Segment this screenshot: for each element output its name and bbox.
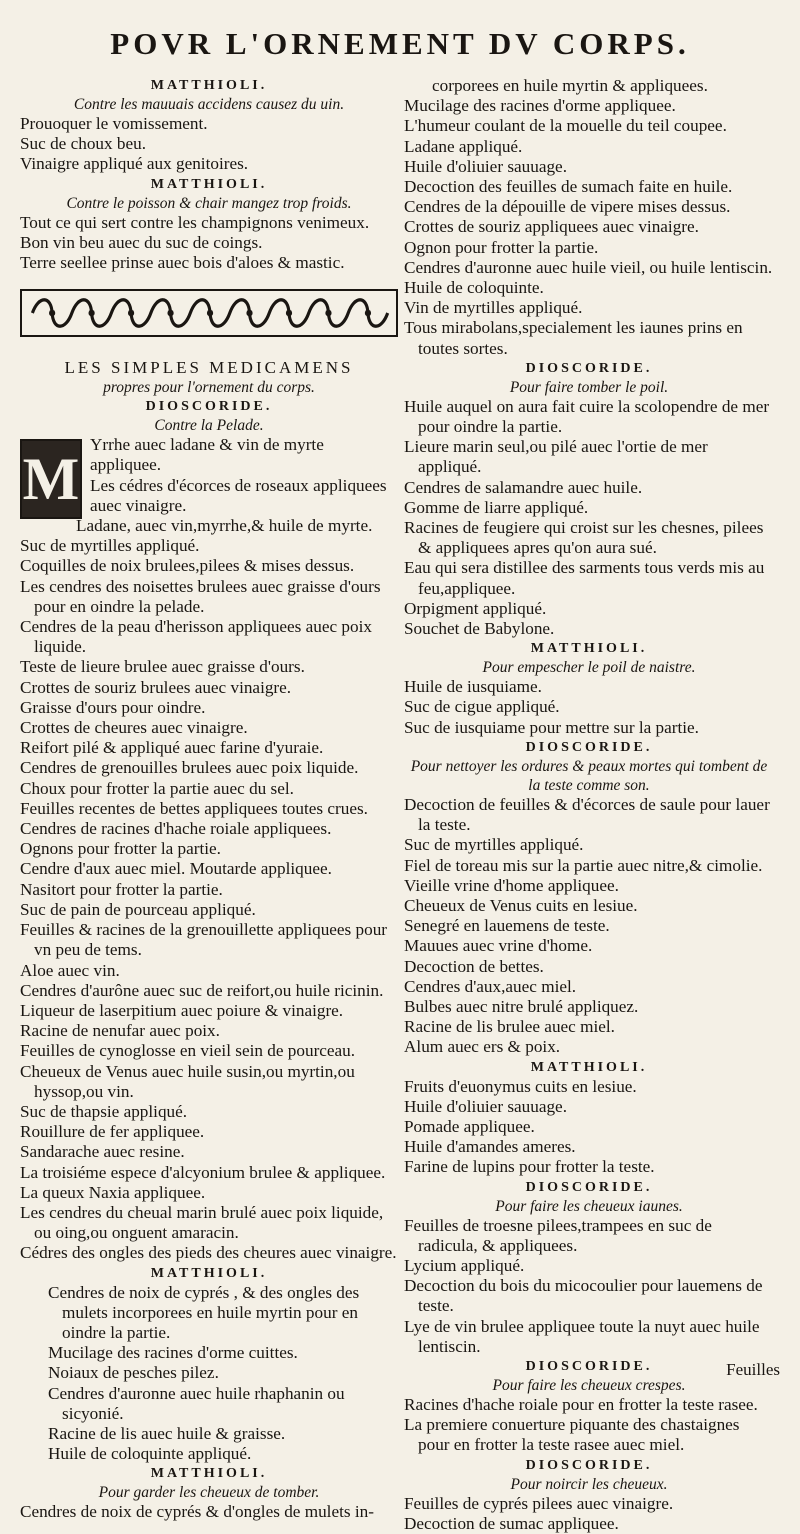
- recipe-entry: Huile d'amandes ameres.: [404, 1137, 576, 1157]
- recipe-entry: Les cendres des noisettes brulees auec graisse d'ours pour en oindre la pelade.: [20, 576, 381, 616]
- recipe-entry: Rouillure de fer appliquee.: [20, 1122, 205, 1142]
- recipe-entry: Huile de coloquinte appliqué.: [48, 1444, 252, 1464]
- recipe-entry: Les cédres d'écorces de roseaux appliquees auec vinaigre.: [90, 475, 387, 515]
- recipe-entry: Fiel de toreau mis sur la partie auec nitre,& cimolie.: [404, 855, 763, 875]
- recipe-entry: La queux Naxia appliquee.: [20, 1182, 206, 1202]
- recipe-entry: Ladane appliqué.: [404, 136, 523, 156]
- recipe-entry: Huile de iusquiame.: [404, 677, 542, 697]
- section-author: MATTHIOLI.: [150, 1265, 268, 1281]
- recipe-entry: Suc de choux beu.: [20, 134, 147, 154]
- recipe-entry: Nasitort pour frotter la partie.: [20, 879, 223, 899]
- recipe-entry: Prouoquer le vomissement.: [20, 114, 208, 133]
- recipe-entry: Suc de myrtilles appliqué.: [404, 835, 584, 855]
- recipe-entry: Teste de lieure brulee auec graisse d'ours.: [20, 657, 305, 677]
- recipe-entry: Reifort pilé & appliqué auec farine d'yuraie.: [20, 738, 324, 758]
- recipe-entry: Cendres de noix de cyprés , & des ongles des mulets incorporees en huile myrtin pour en oindre la partie.: [48, 1282, 360, 1342]
- recipe-entry: Crottes de cheures auec vinaigre.: [20, 718, 248, 738]
- recipe-entry: Suc de myrtilles appliqué.: [20, 536, 200, 556]
- recipe-entry: Liqueur de laserpitium auec poiure & vinaigre.: [20, 1000, 344, 1020]
- recipe-entry: Alum auec ers & poix.: [404, 1037, 561, 1057]
- section-author: DIOSCORIDE.: [525, 739, 653, 755]
- ornament-scroll-icon: [22, 291, 396, 335]
- recipe-entry: Lieure marin seul,ou pilé auec l'ortie de mer appliqué.: [404, 437, 708, 477]
- recipe-entry: Cendres d'aux,auec miel.: [404, 976, 577, 996]
- recipe-entry: Decoction du bois du micocoulier pour lauemens de teste.: [404, 1276, 763, 1316]
- recipe-entry: Crottes de souriz appliquees auec vinaigre.: [404, 217, 699, 237]
- recipe-entry: Racine de lis brulee auec miel.: [404, 1017, 615, 1037]
- section-author: MATTHIOLI.: [530, 641, 648, 657]
- drop-cap-letter: M: [20, 439, 82, 519]
- recipe-entry: Gomme de liarre appliqué.: [404, 497, 589, 517]
- section-author: DIOSCORIDE.: [525, 1358, 653, 1374]
- recipe-entry: Tous mirabolans,specialement les iaunes prins en toutes sortes.: [404, 318, 743, 358]
- recipe-entry: Feuilles de troesne pilees,trampees en suc de radicula, & appliquees.: [404, 1215, 712, 1255]
- left-column: [20, 76, 398, 1523]
- recipe-entry: Racine de lis auec huile & graisse.: [48, 1423, 286, 1443]
- section-author: MATTHIOLI.: [150, 176, 268, 192]
- recipe-entry: Ladane, auec vin,myrrhe,& huile de myrte.: [76, 516, 373, 536]
- section-author: DIOSCORIDE.: [145, 399, 273, 415]
- section-author: DIOSCORIDE.: [525, 1457, 653, 1473]
- recipe-entry: Vinaigre appliqué aux genitoires.: [20, 154, 249, 174]
- recipe-entry: Huile auquel on aura fait cuire la scolopendre de mer pour oindre la partie.: [404, 396, 770, 437]
- recipe-entry: Decoction des feuilles de sumach faite en huile.: [404, 177, 733, 197]
- recipe-entry: Terre seellee prinse auec bois d'aloes & mastic.: [20, 253, 345, 273]
- recipe-entry: Huile d'oliuier sauuage.: [404, 1096, 567, 1116]
- recipe-entry: Suc de cigue appliqué.: [404, 697, 560, 717]
- recipe-entry: Sandarache auec resine.: [20, 1142, 185, 1162]
- recipe-entry: corporees en huile myrtin & appliquees.: [432, 76, 708, 95]
- recipe-entry: L'humeur coulant de la mouelle du teil coupee.: [404, 116, 727, 136]
- recipe-entry: Bon vin beu auec du suc de coings.: [20, 232, 263, 252]
- recipe-entry: Feuilles recentes de bettes appliquees toutes crues.: [20, 798, 368, 818]
- recipe-entry: Mauues auec vrine d'home.: [404, 936, 593, 956]
- recipe-entry: Ognons pour frotter la partie.: [20, 839, 221, 859]
- recipe-entry: La troisiéme espece d'alcyonium brulee & appliquee.: [20, 1162, 386, 1182]
- recipe-entry: Cendres de la peau d'herisson appliquees auec poix liquide.: [20, 617, 372, 657]
- recipe-entry: Cendres d'auronne auec huile vieil, ou huile lentiscin.: [404, 257, 773, 277]
- section-heading: Contre la Pelade.: [154, 417, 264, 435]
- recipe-entry: Feuilles & racines de la grenouillette appliquees pour vn peu de tems.: [20, 920, 388, 960]
- recipe-entry-text: Yrrhe auec ladane & vin de myrte appliquee.: [90, 435, 324, 475]
- recipe-entry: Decoction de bettes.: [404, 956, 544, 976]
- recipe-entry: Decoction de feuilles & d'écorces de saule pour lauer la teste.: [404, 794, 770, 835]
- catchword: Feuilles: [726, 1360, 780, 1379]
- section-author: MATTHIOLI.: [150, 78, 268, 93]
- section-heading: Pour nettoyer les ordures & peaux mortes qui tombent de la teste comme son.: [410, 757, 768, 794]
- recipe-entry: Fruits d'euonymus cuits en lesiue.: [404, 1076, 637, 1096]
- section-author: MATTHIOLI.: [150, 1466, 268, 1482]
- recipe-entry: Les cendres du cheual marin brulé auec poix liquide, ou oing,ou onguent amaracin.: [20, 1202, 384, 1243]
- recipe-entry: Feuilles de cyprés pilees auec vinaigre.: [404, 1493, 674, 1513]
- recipe-entry: Cédres des ongles des pieds des cheures auec vinaigre.: [20, 1243, 397, 1263]
- recipe-entry: Cendres d'aurône auec suc de reifort,ou huile ricinin.: [20, 980, 384, 1000]
- recipe-entry: Lycium appliqué.: [404, 1255, 525, 1275]
- recipe-entry: Cheueux de Venus cuits en lesiue.: [404, 895, 638, 915]
- recipe-entry: Cendres de la dépouille de vipere mises dessus.: [404, 197, 731, 217]
- recipe-entry: Mucilage des racines d'orme cuittes.: [48, 1343, 298, 1363]
- recipe-entry: Senegré en lauemens de teste.: [404, 916, 610, 936]
- recipe-entry: Ognon pour frotter la partie.: [404, 237, 599, 257]
- recipe-entry: Huile de coloquinte.: [404, 278, 544, 298]
- section-heading: Pour noircir les cheueux.: [510, 1475, 668, 1493]
- recipe-entry: Aloe auec vin.: [20, 960, 120, 980]
- chapter-title: LES SIMPLES MEDICAMENS: [64, 358, 354, 378]
- recipe-entry: Cendre d'aux auec miel. Moutarde appliquee.: [20, 859, 332, 879]
- section-author: DIOSCORIDE.: [525, 360, 653, 376]
- recipe-entry: Tout ce qui sert contre les champignons venimeux.: [20, 212, 370, 232]
- section-heading: Pour garder les cheueux de tomber.: [98, 1484, 320, 1502]
- recipe-entry: Vieille vrine d'home appliquee.: [404, 875, 619, 895]
- recipe-entry: Eau qui sera distillee des sarments tous verds mis au feu,appliquee.: [404, 558, 765, 598]
- recipe-entry: Coquilles de noix brulees,pilees & mises dessus.: [20, 556, 355, 576]
- section-heading: Pour faire tomber le poil.: [509, 378, 669, 396]
- recipe-entry: Cendres de grenouilles brulees auec poix liquide.: [20, 758, 359, 778]
- recipe-entry: Choux pour frotter la partie auec du sel.: [20, 778, 294, 798]
- recipe-entry: Lye de vin brulee appliquee toute la nuyt auec huile lentiscin.: [404, 1316, 760, 1356]
- recipe-entry: Cendres de racines d'hache roiale appliquees.: [20, 819, 332, 839]
- recipe-entry: Crottes de souriz brulees auec vinaigre.: [20, 677, 292, 697]
- section-author: DIOSCORIDE.: [525, 1179, 653, 1195]
- recipe-entry: Souchet de Babylone.: [404, 619, 555, 639]
- section-heading: Pour faire les cheueux crespes.: [492, 1376, 686, 1394]
- recipe-entry: Cheueux de Venus auec huile susin,ou myrtin,ou hyssop,ou vin.: [20, 1061, 355, 1101]
- recipe-entry: Suc de thapsie appliqué.: [20, 1101, 188, 1121]
- recipe-entry: Mucilage des racines d'orme appliquee.: [404, 96, 676, 116]
- recipe-entry: Vin de myrtilles appliqué.: [404, 298, 583, 318]
- section-heading: Pour faire les cheueux iaunes.: [495, 1197, 683, 1215]
- decorative-band: [20, 289, 398, 337]
- section-heading: Pour empescher le poil de naistre.: [482, 659, 696, 677]
- recipe-entry: Orpigment appliqué.: [404, 598, 547, 618]
- section-heading: Contre les mauuais accidens causez du uin.: [73, 96, 345, 113]
- page-header: POVR L'ORNEMENT DV CORPS.: [110, 26, 690, 61]
- recipe-entry: Bulbes auec nitre brulé appliquez.: [404, 996, 639, 1016]
- recipe-entry: Cendres de salamandre auec huile.: [404, 477, 643, 497]
- section-heading: propres pour l'ornement du corps.: [103, 379, 315, 397]
- section-heading: Contre le poisson & chair mangez trop froids.: [66, 194, 352, 212]
- recipe-entry: Decoction de sumac appliquee.: [404, 1513, 619, 1533]
- recipe-entry: Racine de nenufar auec poix.: [20, 1021, 220, 1041]
- recipe-entry: Huile d'oliuier sauuage.: [404, 156, 567, 176]
- recipe-entry: Cendres d'auronne auec huile rhaphanin ou sicyonié.: [48, 1383, 345, 1423]
- recipe-entry: Suc de pain de pourceau appliqué.: [20, 899, 256, 919]
- right-column: [404, 76, 774, 1534]
- section-author: MATTHIOLI.: [530, 1059, 648, 1075]
- recipe-entry: Graisse d'ours pour oindre.: [20, 697, 206, 717]
- recipe-entry: Feuilles de cynoglosse en vieil sein de pourceau.: [20, 1041, 356, 1061]
- recipe-entry: Farine de lupins pour frotter la teste.: [404, 1157, 655, 1177]
- recipe-entry: Noiaux de pesches pilez.: [48, 1363, 219, 1383]
- recipe-entry: Racines de feugiere qui croist sur les chesnes, pilees & appliquees apres qu'on aura sué.: [404, 518, 764, 558]
- recipe-entry: Cendres de noix de cyprés & d'ongles de mulets in-: [20, 1502, 374, 1522]
- recipe-entry: La premiere conuerture piquante des chastaignes pour en frotter la teste rasee auec miel.: [404, 1415, 740, 1455]
- recipe-entry: Racines d'hache roiale pour en frotter la teste rasee.: [404, 1394, 758, 1414]
- recipe-entry: Suc de iusquiame pour mettre sur la partie.: [404, 717, 699, 737]
- recipe-entry: Pomade appliquee.: [404, 1116, 535, 1136]
